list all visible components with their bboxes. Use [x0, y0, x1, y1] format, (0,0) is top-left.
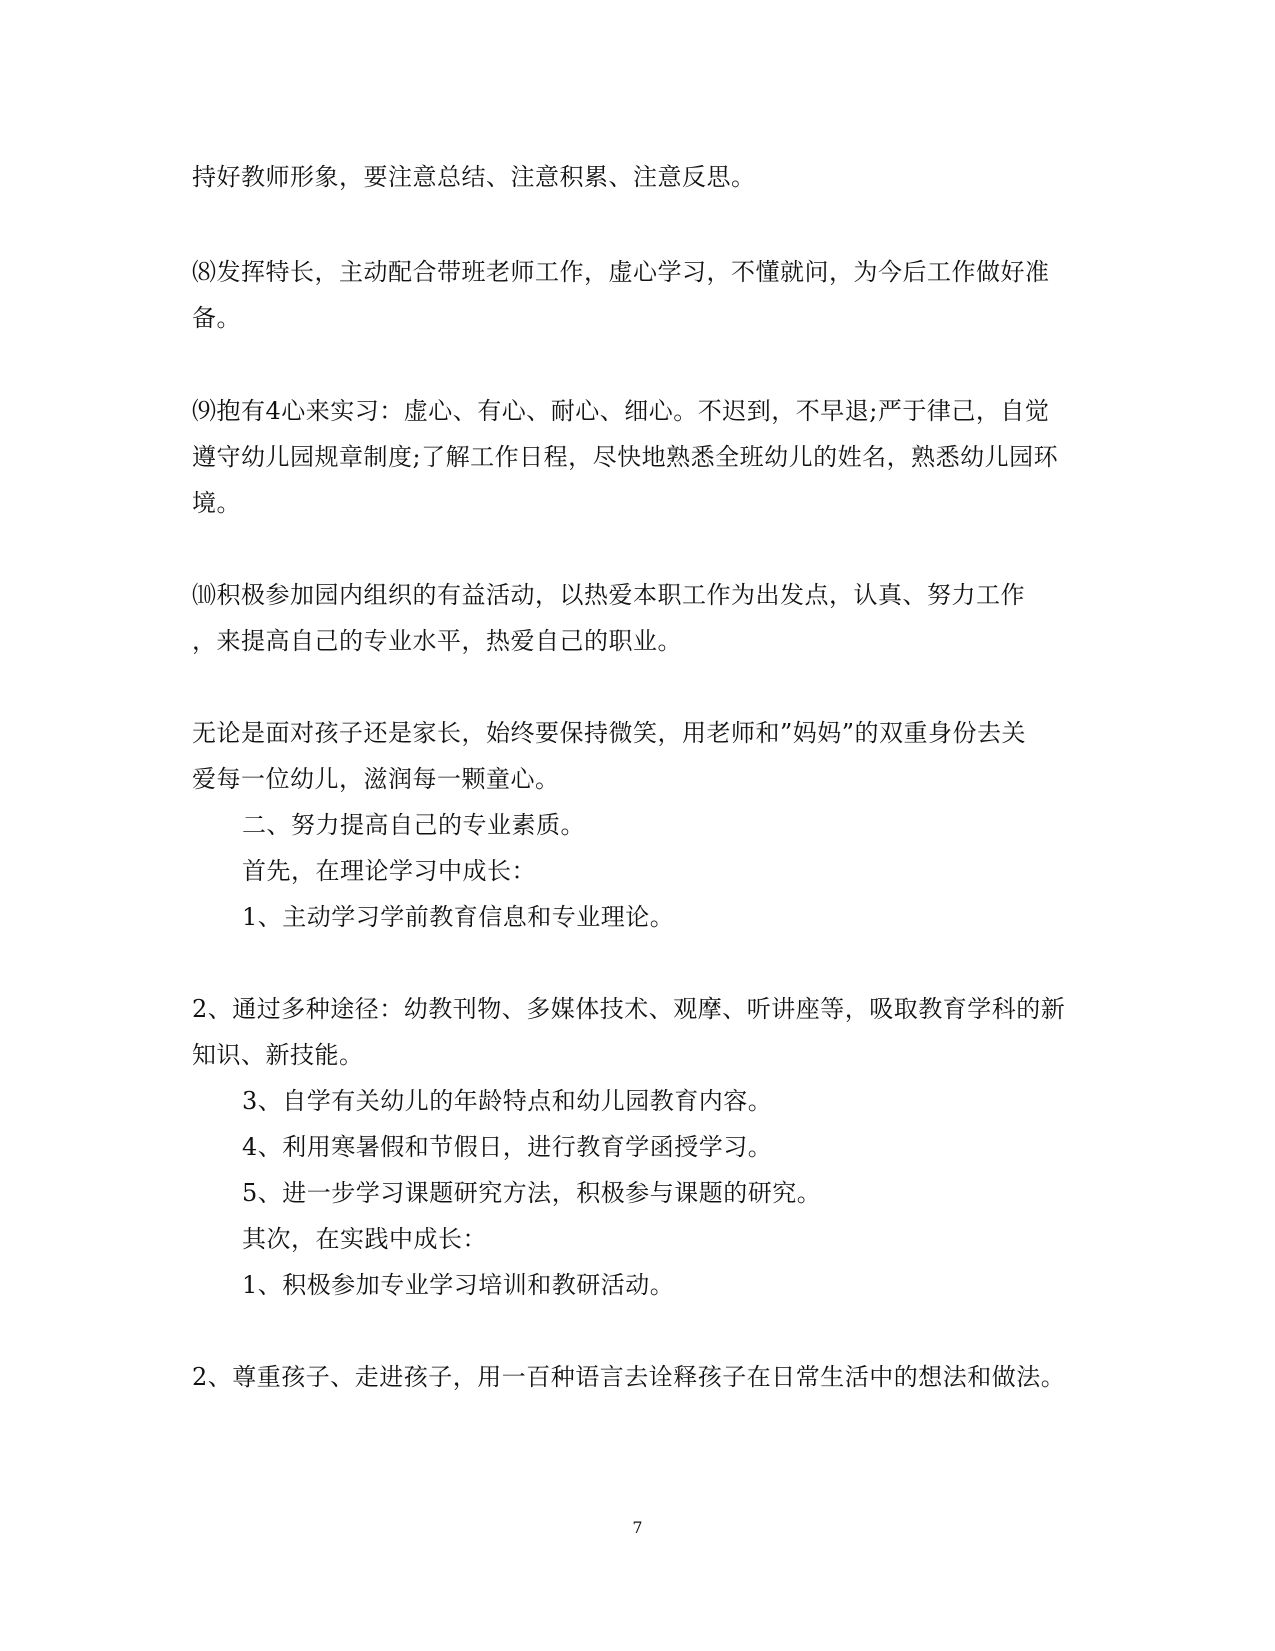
list-item: 1、积极参加专业学习培训和教研活动。	[242, 1271, 675, 1299]
paragraph-line: ，来提高自己的专业水平，热爱自己的职业。	[192, 627, 682, 655]
paragraph-line: ⑻发挥特长，主动配合带班老师工作，虚心学习，不懂就问，为今后工作做好准	[192, 258, 1050, 286]
paragraph-line: 爱每一位幼儿，滋润每一颗童心。	[192, 765, 560, 793]
paragraph-line: ⑼抱有4心来实习：虚心、有心、耐心、细心。不迟到，不早退;严于律己，自觉	[192, 397, 1050, 425]
paragraph-line: 无论是面对孩子还是家长，始终要保持微笑，用老师和”妈妈”的双重身份去关	[192, 719, 1027, 747]
paragraph-line: ⑽积极参加园内组织的有益活动，以热爱本职工作为出发点，认真、努力工作	[192, 581, 1025, 609]
paragraph-line: 遵守幼儿园规章制度;了解工作日程，尽快地熟悉全班幼儿的姓名，熟悉幼儿园环	[192, 443, 1059, 471]
paragraph-line: 备。	[192, 304, 241, 332]
paragraph-line: 持好教师形象，要注意总结、注意积累、注意反思。	[192, 163, 756, 191]
list-item: 5、进一步学习课题研究方法，积极参与课题的研究。	[242, 1179, 822, 1207]
list-item: 4、利用寒暑假和节假日，进行教育学函授学习。	[242, 1133, 773, 1161]
list-item: 2、通过多种途径：幼教刊物、多媒体技术、观摩、听讲座等，吸取教育学科的新	[192, 995, 1066, 1023]
page-number: 7	[632, 1518, 643, 1537]
section-heading: 二、努力提高自己的专业素质。	[242, 811, 585, 839]
list-item: 3、自学有关幼儿的年龄特点和幼儿园教育内容。	[242, 1087, 773, 1115]
list-item: 1、主动学习学前教育信息和专业理论。	[242, 903, 675, 931]
list-item: 2、尊重孩子、走进孩子，用一百种语言去诠释孩子在日常生活中的想法和做法。	[192, 1363, 1066, 1391]
paragraph-line: 首先，在理论学习中成长：	[242, 857, 536, 885]
paragraph-line: 境。	[192, 489, 241, 517]
paragraph-line: 其次，在实践中成长：	[242, 1225, 487, 1253]
paragraph-line: 知识、新技能。	[192, 1041, 364, 1069]
